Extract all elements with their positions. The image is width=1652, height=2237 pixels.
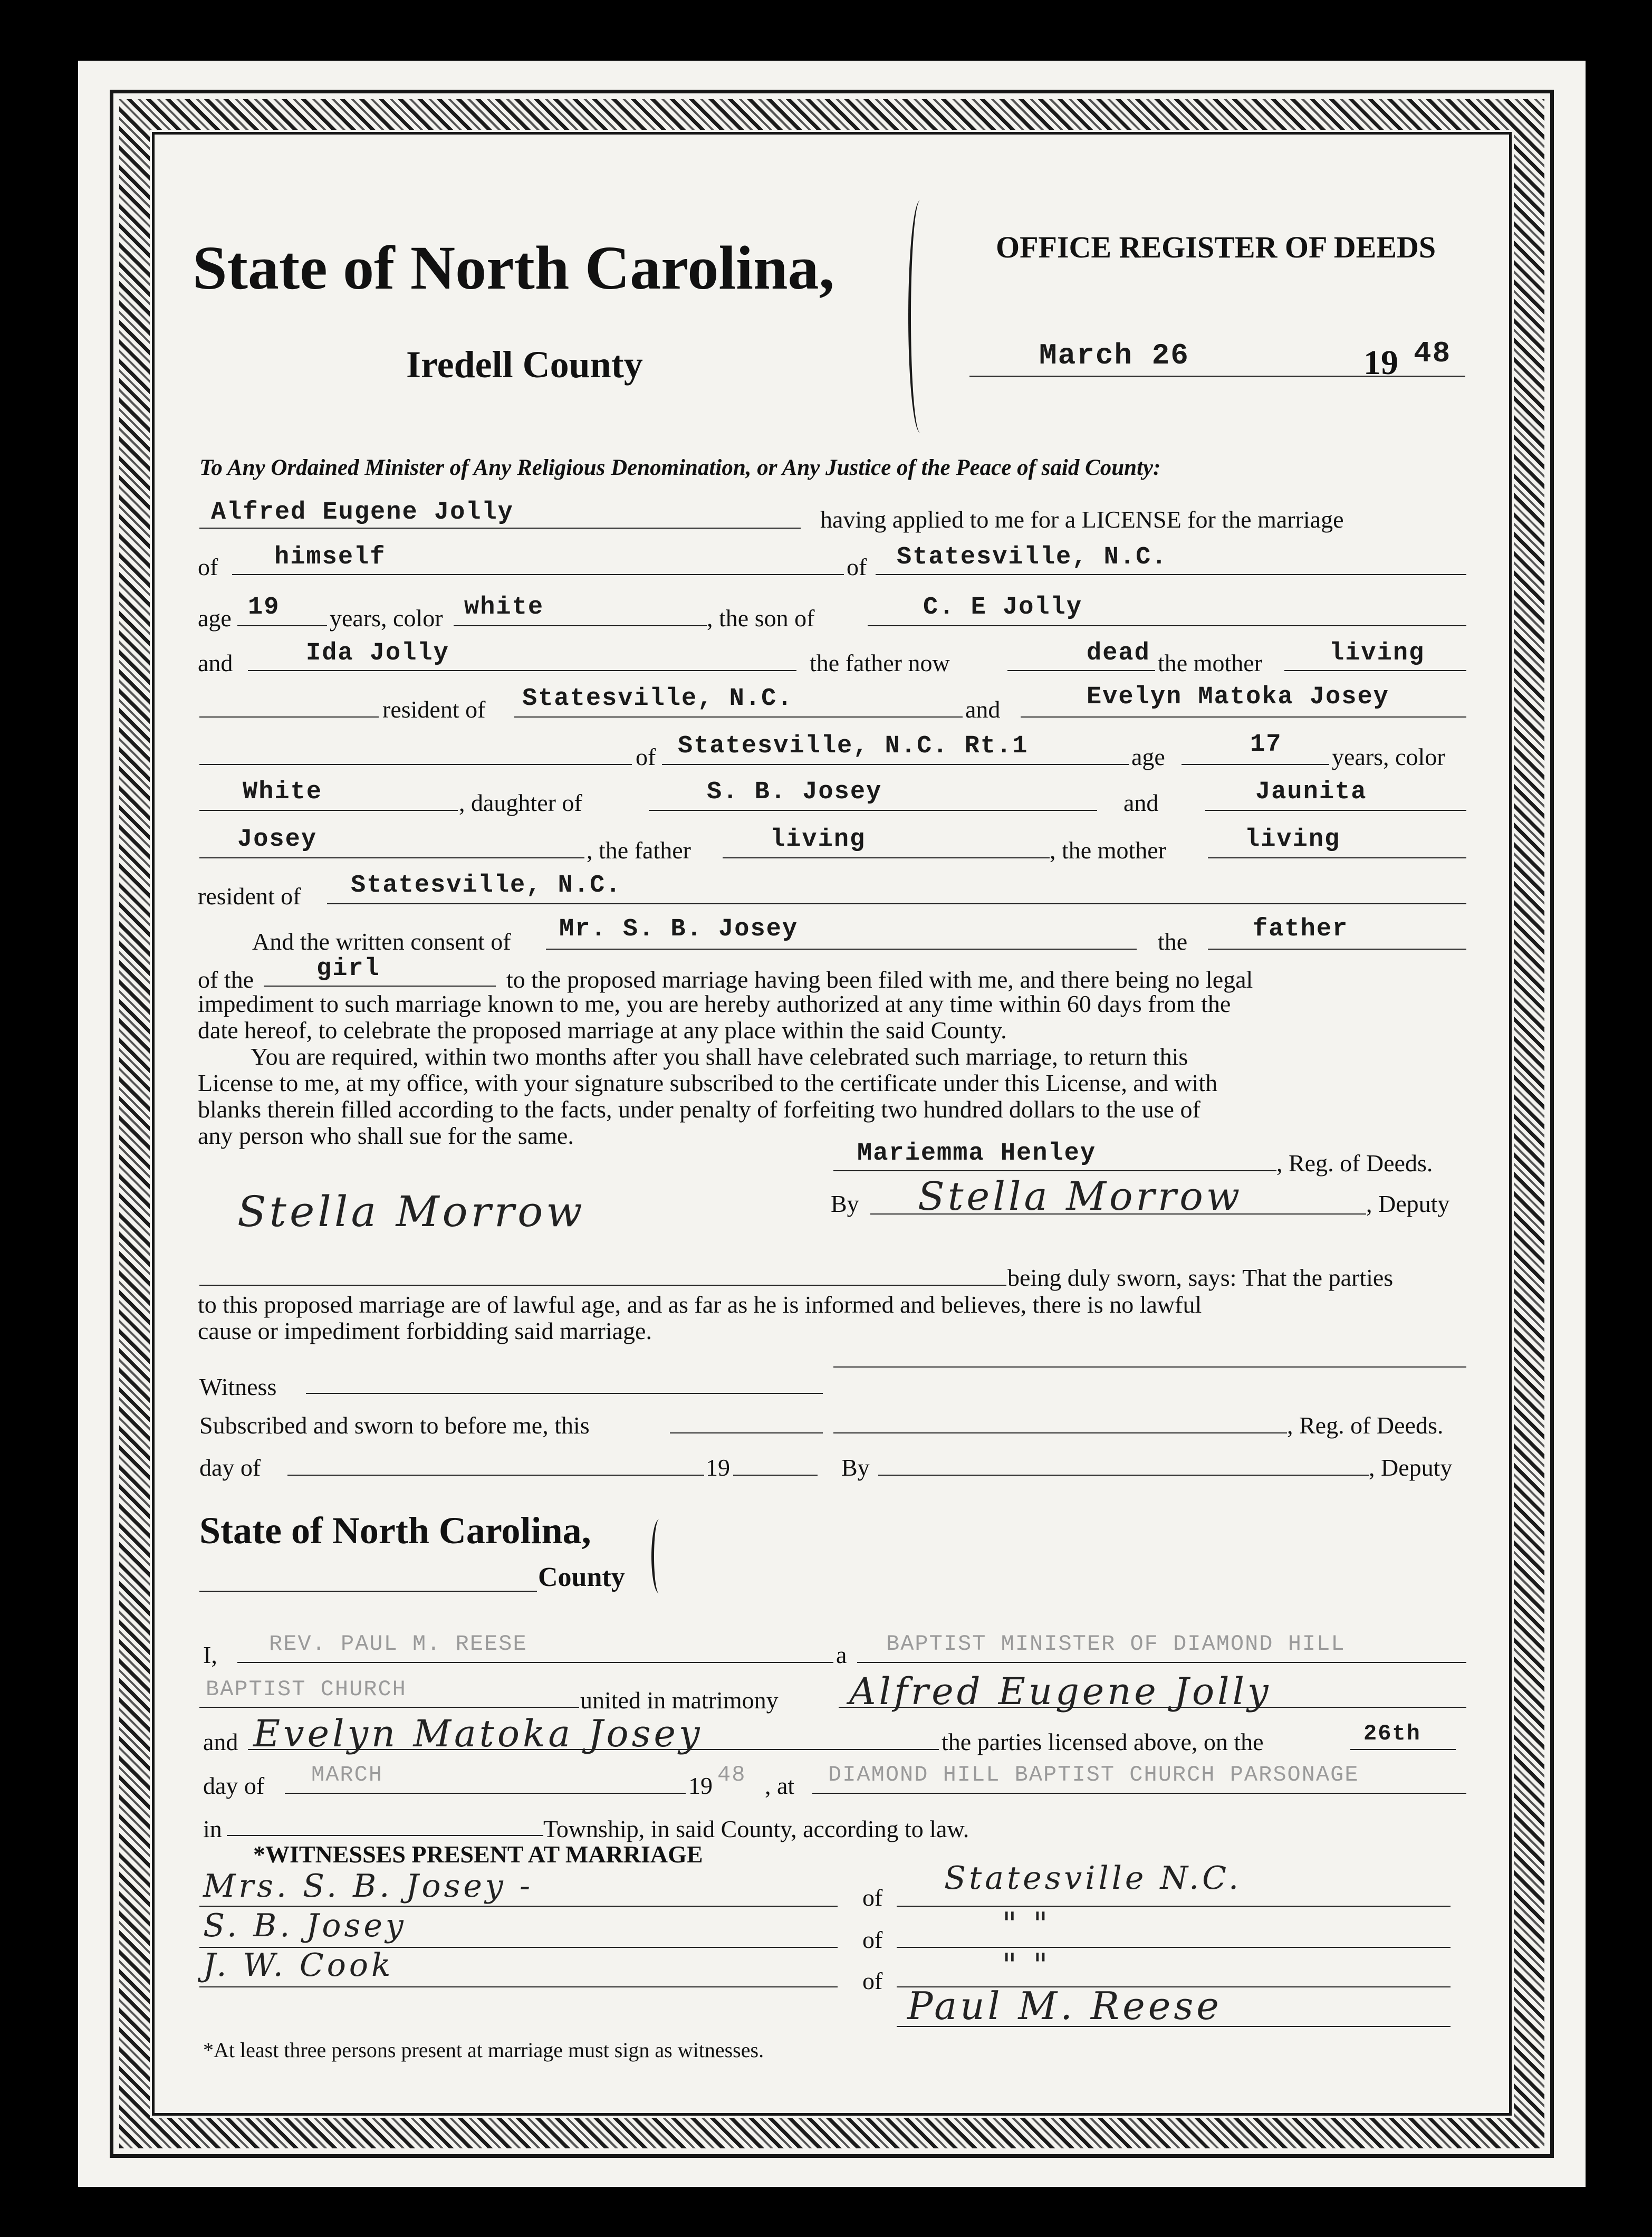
of-the-label: of the xyxy=(198,966,254,993)
witness-2-of-label: of xyxy=(862,1926,883,1953)
line-witness-2-of xyxy=(897,1947,1451,1948)
office-title: OFFICE REGISTER OF DEEDS xyxy=(996,230,1436,264)
of-label: of xyxy=(198,553,218,580)
witness-label: Witness xyxy=(199,1373,277,1400)
cert-title-1: BAPTIST MINISTER OF DIAMOND HILL xyxy=(886,1631,1346,1657)
witness-1-signature: Mrs. S. B. Josey - xyxy=(203,1868,534,1905)
oath-year-label: 19 xyxy=(706,1454,730,1481)
line-color xyxy=(454,625,707,626)
line-cert-township xyxy=(227,1835,543,1836)
body-line-5: License to me, at my office, with your signature subscribed to the certificate under this License, and with xyxy=(198,1069,1218,1096)
father-status: dead xyxy=(1087,639,1150,667)
oath-line-2: to this proposed marriage are of lawful age, and as far as he is informed and believes, there is no lawful xyxy=(198,1291,1202,1318)
cert-day-of-label: day of xyxy=(203,1772,265,1799)
cert-bride-signature: Evelyn Matoka Josey xyxy=(253,1712,703,1755)
witness-2-signature: S. B. Josey xyxy=(203,1907,407,1944)
body-paragraph xyxy=(198,991,1469,1149)
bride-mother-status: living xyxy=(1245,826,1341,854)
oath-paragraph xyxy=(198,1292,1469,1344)
bride-mother-name-1: Jaunita xyxy=(1255,778,1367,806)
cert-officiant: REV. PAUL M. REESE xyxy=(269,1631,527,1657)
line-age xyxy=(237,625,327,626)
mother-status: living xyxy=(1329,639,1425,667)
cert-month-value: MARCH xyxy=(311,1762,383,1787)
line-of xyxy=(232,574,844,575)
line-cert-officiant xyxy=(237,1662,833,1663)
years-color-label: years, color xyxy=(330,605,443,632)
the-mother2-label: , the mother xyxy=(1050,837,1166,864)
line-witness-1-of xyxy=(897,1906,1451,1907)
line-bride xyxy=(1021,716,1466,718)
oath-by-label: By xyxy=(841,1454,870,1481)
bride-age-label: age xyxy=(1131,743,1165,770)
cert-i-label: I, xyxy=(203,1641,217,1668)
body-line-6: blanks therein filled according to the facts, under penalty of forfeiting two hundred dollars to the use of xyxy=(198,1096,1200,1123)
line-bride-age xyxy=(1182,764,1329,765)
father-name: C. E Jolly xyxy=(923,594,1083,622)
the-father-label: , the father xyxy=(587,837,691,864)
line-mother-status xyxy=(1284,670,1466,671)
witness-3-of-label: of xyxy=(862,1967,883,1994)
oath-day-of-label: day of xyxy=(199,1454,261,1481)
age-label: age xyxy=(198,605,232,632)
body-line-2: impediment to such marriage known to me, you are hereby authorized at any time within 60 days from the xyxy=(198,990,1231,1017)
and3-label: and xyxy=(1123,789,1159,816)
line-officiant-signature xyxy=(897,2026,1451,2027)
line-deputy xyxy=(870,1213,1366,1215)
body-line-3: date hereof, to celebrate the proposed marriage at any place within the said County. xyxy=(198,1017,1007,1044)
line-mother xyxy=(248,670,796,671)
of2-value: Statesville, N.C. xyxy=(897,543,1168,571)
by-label: By xyxy=(831,1190,859,1217)
cert-groom-signature: Alfred Eugene Jolly xyxy=(849,1670,1272,1713)
oath-deputy-label: , Deputy xyxy=(1369,1454,1453,1481)
body-line-1: to the proposed marriage having been filed with me, and there being no legal xyxy=(506,966,1253,993)
consent-label: And the written consent of xyxy=(252,928,511,955)
line-oath-reg xyxy=(833,1432,1287,1433)
cert-place-value: DIAMOND HILL BAPTIST CHURCH PARSONAGE xyxy=(828,1762,1359,1787)
date-line xyxy=(969,376,1465,377)
cert-and-label: and xyxy=(203,1728,238,1755)
line-cert-month xyxy=(285,1793,686,1794)
line-oath-deputy xyxy=(878,1475,1369,1476)
officiant-signature: Paul M. Reese xyxy=(907,1984,1222,2028)
line-bride-pre xyxy=(199,764,632,765)
line-of-the xyxy=(264,986,496,987)
witness-1-of-value: Statesville N.C. xyxy=(944,1860,1242,1897)
year-value: 48 xyxy=(1414,337,1452,370)
bride-years-color-label: years, color xyxy=(1332,743,1445,770)
line-bride-mother-1 xyxy=(1205,810,1466,811)
bride-father-status: living xyxy=(770,826,866,854)
line-bride-resident xyxy=(327,903,1466,904)
deputy-label: , Deputy xyxy=(1366,1190,1450,1217)
the-mother-label: the mother xyxy=(1158,649,1262,676)
of2-label: of xyxy=(847,553,867,580)
line-cert-title-2 xyxy=(199,1707,579,1708)
and-label: and xyxy=(198,649,233,676)
state-title: State of North Carolina, xyxy=(193,233,835,302)
cert-in-label: in xyxy=(203,1815,222,1842)
cert-township-label: Township, in said County, according to law. xyxy=(543,1815,969,1842)
cert-united-label: united in matrimony xyxy=(580,1687,779,1714)
year-prefix: 19 xyxy=(1363,343,1398,382)
body-line-7: any person who shall sue for the same. xyxy=(198,1122,574,1149)
line-cert-groom xyxy=(839,1707,1466,1708)
sworn-label: being duly sworn, says: That the parties xyxy=(1007,1264,1394,1291)
consent-value: Mr. S. B. Josey xyxy=(559,915,799,943)
footnote: *At least three persons present at marriage must sign as witnesses. xyxy=(203,2038,764,2062)
line-resident xyxy=(514,716,963,718)
having-applied-label: having applied to me for a LICENSE for the marriage xyxy=(820,506,1344,533)
the-label: the xyxy=(1158,928,1188,955)
line-bride-mother-2 xyxy=(199,857,584,858)
bride-resident-label: resident of xyxy=(198,883,301,910)
cert-state-title: State of North Carolina, xyxy=(199,1509,591,1552)
line-cert-bride xyxy=(248,1749,939,1750)
subscribed-label: Subscribed and sworn to before me, this xyxy=(199,1412,590,1439)
consent-relation: father xyxy=(1253,915,1349,943)
cert-year-prefix: 19 xyxy=(688,1772,713,1799)
county-title: Iredell County xyxy=(406,343,643,386)
line-bride-father xyxy=(649,810,1097,811)
line-witness xyxy=(306,1393,823,1394)
line-oath-day xyxy=(287,1475,704,1476)
witness-2-of-value: " " xyxy=(1002,1906,1051,1943)
line-register xyxy=(833,1170,1276,1171)
bride-name: Evelyn Matoka Josey xyxy=(1087,683,1389,711)
daughter-of-label: , daughter of xyxy=(459,789,582,816)
oath-reg-deeds-label: , Reg. of Deeds. xyxy=(1287,1412,1444,1439)
and2-label: and xyxy=(965,696,1001,723)
bride-of-label: of xyxy=(636,743,656,770)
register-name: Mariemma Henley xyxy=(857,1140,1097,1168)
son-of-label: , the son of xyxy=(707,605,815,632)
cert-licensed-label: the parties licensed above, on the xyxy=(942,1728,1264,1755)
bride-age-value: 17 xyxy=(1250,731,1282,759)
witnesses-heading: *WITNESSES PRESENT AT MARRIAGE xyxy=(253,1841,703,1868)
resident-value: Statesville, N.C. xyxy=(522,685,793,713)
line-father-status xyxy=(1007,670,1155,671)
date-value: March 26 xyxy=(1039,339,1189,372)
color-value: white xyxy=(464,594,544,622)
line-oath-year xyxy=(733,1475,818,1476)
of-the-value: girl xyxy=(316,955,380,983)
bride-of-value: Statesville, N.C. Rt.1 xyxy=(678,732,1029,760)
bride-mother-name-2: Josey xyxy=(237,826,318,854)
deputy-signature: Stella Morrow xyxy=(918,1174,1243,1219)
line-witness-1 xyxy=(199,1906,838,1907)
line-bride-color xyxy=(199,810,458,811)
line-father xyxy=(868,625,1466,626)
resident-of-label: resident of xyxy=(382,696,486,723)
line-cert-title-1 xyxy=(857,1662,1466,1663)
cert-county-label: County xyxy=(538,1562,625,1592)
cert-title-2: BAPTIST CHURCH xyxy=(206,1677,407,1702)
bride-father-name: S. B. Josey xyxy=(707,778,882,806)
mother-name: Ida Jolly xyxy=(306,639,449,667)
bride-resident-value: Statesville, N.C. xyxy=(351,872,622,900)
oath-line-3: cause or impediment forbidding said marriage. xyxy=(198,1317,652,1344)
line-bride-father-status xyxy=(723,857,1050,858)
reg-deeds-label: , Reg. of Deeds. xyxy=(1276,1150,1433,1177)
witness-3-signature: J. W. Cook xyxy=(203,1947,394,1984)
left-signature: Stella Morrow xyxy=(237,1187,585,1236)
line-of2 xyxy=(876,574,1466,575)
cert-year-value: 48 xyxy=(717,1762,746,1787)
line-witness-3 xyxy=(199,1986,838,1987)
line-cert-place xyxy=(812,1793,1466,1794)
line-consent xyxy=(546,949,1137,950)
line-cert-day xyxy=(1350,1749,1456,1750)
applicant-name: Alfred Eugene Jolly xyxy=(211,499,514,527)
witness-3-of-value: " " xyxy=(1002,1947,1051,1984)
line-oath-sign xyxy=(833,1366,1466,1368)
body-line-4: You are required, within two months after you shall have celebrated such marriage, to return this xyxy=(251,1043,1188,1070)
bride-color-value: White xyxy=(243,778,323,806)
cert-day-value: 26th xyxy=(1363,1721,1421,1746)
cert-at-label: , at xyxy=(765,1772,795,1799)
header-brace xyxy=(908,200,932,433)
of-value: himself xyxy=(274,543,386,571)
cert-brace xyxy=(651,1519,667,1593)
line-subscribed xyxy=(670,1432,823,1433)
witness-1-of-label: of xyxy=(862,1884,883,1911)
cert-a-label: a xyxy=(836,1641,847,1668)
line-bride-mother-status xyxy=(1208,857,1466,858)
line-applicant xyxy=(199,528,801,529)
line-resident-pre xyxy=(199,716,379,718)
line-bride-of xyxy=(662,764,1129,765)
line-cert-county xyxy=(199,1591,537,1592)
address-line: To Any Ordained Minister of Any Religious Denomination, or Any Justice of the Peace of said County: xyxy=(199,455,1161,480)
age-value: 19 xyxy=(248,594,280,622)
line-consent-relation xyxy=(1208,949,1466,950)
line-sworn-name xyxy=(199,1285,1006,1286)
father-now-label: the father now xyxy=(810,649,950,676)
